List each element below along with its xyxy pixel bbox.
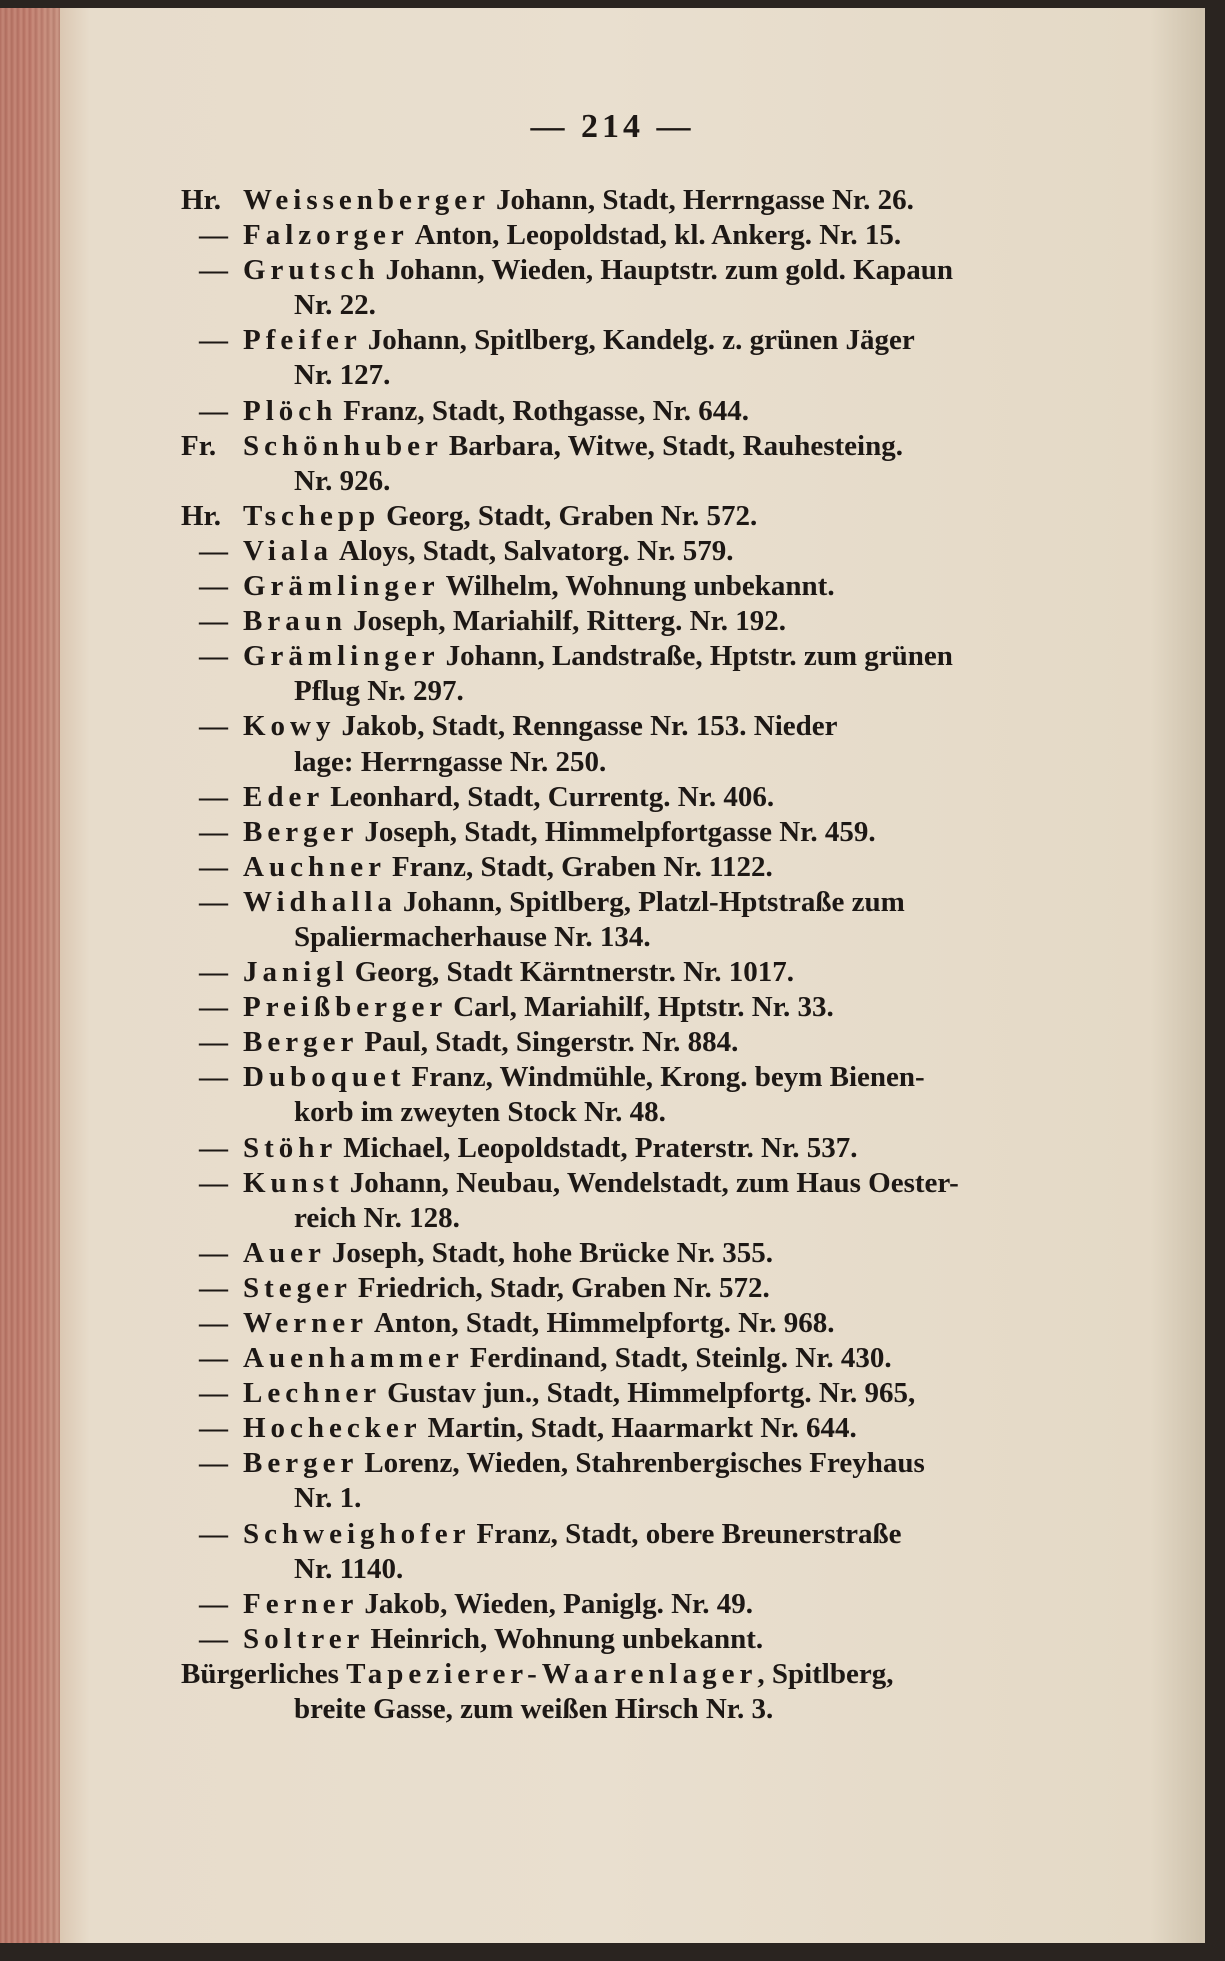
entry-details: Aloys, Stadt, Salvatorg. Nr. 579.: [338, 534, 734, 567]
entry-prefix: —: [199, 1587, 228, 1620]
directory-entry: [181, 1306, 1161, 1341]
entry-details: Wilhelm, Wohnung unbekannt.: [445, 570, 835, 603]
footer-entry: [181, 1657, 1161, 1692]
footer-business-name: Tapezierer-Waarenlager: [346, 1657, 758, 1690]
entry-prefix: —: [199, 1166, 228, 1199]
entry-prefix: —: [199, 254, 228, 287]
entry-details: Georg, Stadt, Graben Nr. 572.: [386, 499, 758, 532]
directory-entry: [181, 253, 1161, 288]
footer-lead: Bürgerliches: [181, 1657, 339, 1690]
entry-surname: Lechner: [243, 1377, 382, 1410]
entry-surname: Tschepp: [243, 499, 381, 532]
directory-entry: [181, 709, 1161, 744]
entry-details: Jakob, Wieden, Paniglg. Nr. 49.: [364, 1587, 753, 1620]
entry-surname: Hochecker: [243, 1412, 422, 1445]
entry-surname: Grämlinger: [243, 570, 440, 603]
entry-continuation: Nr. 22.: [294, 289, 376, 322]
entry-details: Anton, Stadt, Himmelpfortg. Nr. 968.: [374, 1307, 835, 1339]
entry-surname: Kunst: [243, 1166, 344, 1199]
entry-surname: Schönhuber: [243, 429, 443, 462]
directory-entry: [181, 1446, 1161, 1481]
entry-details: Heinrich, Wohnung unbekannt.: [370, 1622, 764, 1655]
directory-entry: [181, 534, 1161, 569]
directory-entry: [181, 1517, 1161, 1552]
entry-surname: Berger: [243, 815, 359, 848]
directory-entry: [181, 569, 1161, 604]
directory-entry: [181, 1341, 1161, 1376]
entry-surname: Berger: [243, 1447, 359, 1480]
entry-details: Paul, Stadt, Singerstr. Nr. 884.: [364, 1026, 739, 1059]
entry-prefix: —: [199, 1307, 228, 1339]
entry-prefix: —: [199, 1447, 228, 1480]
entry-prefix: Hr.: [181, 184, 222, 216]
directory-entry: [181, 1060, 1161, 1095]
entry-details: Leonhard, Stadt, Currentg. Nr. 406.: [330, 780, 775, 813]
entry-prefix: —: [199, 1622, 228, 1655]
entry-details: Gustav jun., Stadt, Himmelpfortg. Nr. 965,: [387, 1377, 916, 1410]
entry-continuation: lage: Herrngasse Nr. 250.: [294, 745, 607, 778]
entry-details: Franz, Windmühle, Krong. beym Bienen-: [411, 1061, 925, 1094]
entry-continuation: Nr. 926.: [294, 464, 391, 497]
entry-details: Johann, Spitlberg, Platzl-Hptstraße zum: [402, 885, 905, 918]
entry-prefix: —: [199, 1026, 228, 1059]
entry-prefix: —: [199, 1236, 228, 1269]
directory-entry: [181, 499, 1161, 534]
entry-surname: Berger: [243, 1026, 359, 1059]
entry-prefix: —: [199, 534, 228, 567]
entry-prefix: —: [199, 1271, 228, 1304]
entry-surname: Janigl: [243, 956, 349, 989]
entry-surname: Soltrer: [243, 1622, 365, 1655]
entry-details: Franz, Stadt, obere Breunerstraße: [476, 1517, 902, 1550]
entry-details: Johann, Neubau, Wendelstadt, zum Haus Oester-: [349, 1166, 959, 1199]
entry-continuation: Nr. 1.: [294, 1482, 362, 1515]
entry-surname: Ferner: [243, 1587, 359, 1620]
entry-details: Johann, Stadt, Herrngasse Nr. 26.: [496, 184, 914, 216]
entry-prefix: —: [199, 1412, 228, 1445]
entry-prefix: Fr.: [181, 429, 217, 462]
entry-continuation: Nr. 127.: [294, 359, 391, 392]
entry-surname: Braun: [243, 605, 347, 638]
entry-surname: Widhalla: [243, 885, 397, 918]
directory-entry: [181, 885, 1161, 920]
directory-entry: [181, 1587, 1161, 1622]
entry-prefix: —: [199, 605, 228, 638]
entry-prefix: —: [199, 956, 228, 989]
entry-details: Lorenz, Wieden, Stahrenbergisches Freyhaus: [364, 1447, 925, 1480]
footer-continuation: breite Gasse, zum weißen Hirsch Nr. 3.: [294, 1693, 774, 1726]
entry-details: Johann, Wieden, Hauptstr. zum gold. Kapaun: [385, 254, 954, 287]
entry-prefix: —: [199, 1377, 228, 1410]
entry-details: Anton, Leopoldstad, kl. Ankerg. Nr. 15.: [414, 219, 902, 252]
entry-continuation: reich Nr. 128.: [294, 1201, 460, 1234]
entry-details: Franz, Stadt, Graben Nr. 1122.: [391, 850, 773, 883]
entry-details: Joseph, Stadt, Himmelpfortgasse Nr. 459.: [364, 815, 876, 848]
directory-entry: [181, 780, 1161, 815]
entry-surname: Stöhr: [243, 1131, 338, 1164]
entry-surname: Steger: [243, 1271, 352, 1304]
entry-prefix: —: [199, 324, 228, 357]
entry-details: Joseph, Mariahilf, Ritterg. Nr. 192.: [352, 605, 787, 638]
entry-prefix: —: [199, 640, 228, 673]
directory-entry: [181, 990, 1161, 1025]
entry-prefix: —: [199, 850, 228, 883]
entry-details: Ferdinand, Stadt, Steinlg. Nr. 430.: [469, 1342, 892, 1375]
entry-continuation: Pflug Nr. 297.: [294, 675, 464, 708]
directory-entry: [181, 1411, 1161, 1446]
entry-surname: Auchner: [243, 850, 386, 883]
entry-prefix: —: [199, 710, 228, 743]
entry-prefix: —: [199, 1342, 228, 1375]
entry-surname: Pfeifer: [243, 324, 362, 357]
entry-prefix: —: [199, 570, 228, 603]
entry-details: Carl, Mariahilf, Hptstr. Nr. 33.: [453, 991, 834, 1024]
entry-surname: Duboquet: [243, 1061, 406, 1094]
entry-details: Jakob, Stadt, Renngasse Nr. 153. Nieder: [341, 710, 838, 743]
entry-prefix: —: [199, 991, 228, 1024]
entry-prefix: Hr.: [181, 499, 222, 532]
entry-surname: Schweighofer: [243, 1517, 471, 1550]
directory-entry: [181, 183, 1161, 218]
entry-surname: Auenhammer: [243, 1342, 464, 1375]
entry-surname: Grämlinger: [243, 640, 440, 673]
footer-location: , Spitlberg,: [757, 1657, 894, 1690]
directory-entry: [181, 1622, 1161, 1657]
directory-entry: [181, 323, 1161, 358]
directory-entry: [181, 1376, 1161, 1411]
entry-surname: Auer: [243, 1236, 326, 1269]
directory-entry: [181, 604, 1161, 639]
entry-details: Franz, Stadt, Rothgasse, Nr. 644.: [343, 394, 750, 427]
entry-continuation: Spaliermacherhause Nr. 134.: [294, 920, 651, 953]
page-number: — 214 —: [530, 108, 695, 145]
directory-entry: [181, 1166, 1161, 1201]
entry-prefix: —: [199, 219, 228, 252]
entry-prefix: —: [199, 1517, 228, 1550]
directory-entry: [181, 394, 1161, 429]
entry-details: Joseph, Stadt, hohe Brücke Nr. 355.: [331, 1236, 774, 1269]
directory-entry: [181, 1025, 1161, 1060]
entry-details: Georg, Stadt Kärntnerstr. Nr. 1017.: [354, 956, 795, 989]
entry-surname: Preißberger: [243, 991, 448, 1024]
entry-details: Friedrich, Stadr, Graben Nr. 572.: [357, 1271, 770, 1304]
entry-surname: Grutsch: [243, 254, 380, 287]
entry-details: Johann, Spitlberg, Kandelg. z. grünen Jäger: [367, 324, 915, 357]
entry-surname: Plöch: [243, 394, 338, 427]
entry-prefix: —: [199, 780, 228, 813]
entry-details: Martin, Stadt, Haarmarkt Nr. 644.: [427, 1412, 857, 1445]
directory-list: [181, 183, 1161, 1727]
directory-entry: [181, 850, 1161, 885]
entry-surname: Kowy: [243, 710, 336, 743]
entry-details: Johann, Landstraße, Hptstr. zum grünen: [445, 640, 953, 673]
entry-surname: Viala: [243, 534, 333, 567]
entry-surname: Eder: [243, 780, 325, 813]
page-edge-binding: [0, 8, 60, 1943]
entry-prefix: —: [199, 885, 228, 918]
entry-prefix: —: [199, 815, 228, 848]
directory-entry: [181, 1131, 1161, 1166]
entry-surname: Werner: [243, 1307, 369, 1339]
entry-details: Michael, Leopoldstadt, Praterstr. Nr. 537.: [343, 1131, 858, 1164]
directory-entry: [181, 639, 1161, 674]
entry-prefix: —: [199, 394, 228, 427]
directory-entry: [181, 1271, 1161, 1306]
directory-entry: [181, 815, 1161, 850]
directory-entry: [181, 955, 1161, 990]
directory-entry: [181, 1236, 1161, 1271]
directory-entry: [181, 218, 1161, 253]
entry-continuation: korb im zweyten Stock Nr. 48.: [294, 1096, 666, 1129]
entry-prefix: —: [199, 1061, 228, 1094]
entry-surname: Weissenberger: [243, 184, 491, 216]
entry-details: Barbara, Witwe, Stadt, Rauhesteing.: [448, 429, 903, 462]
entry-prefix: —: [199, 1131, 228, 1164]
entry-surname: Falzorger: [243, 219, 409, 252]
entry-continuation: Nr. 1140.: [294, 1552, 404, 1585]
directory-entry: [181, 429, 1161, 464]
